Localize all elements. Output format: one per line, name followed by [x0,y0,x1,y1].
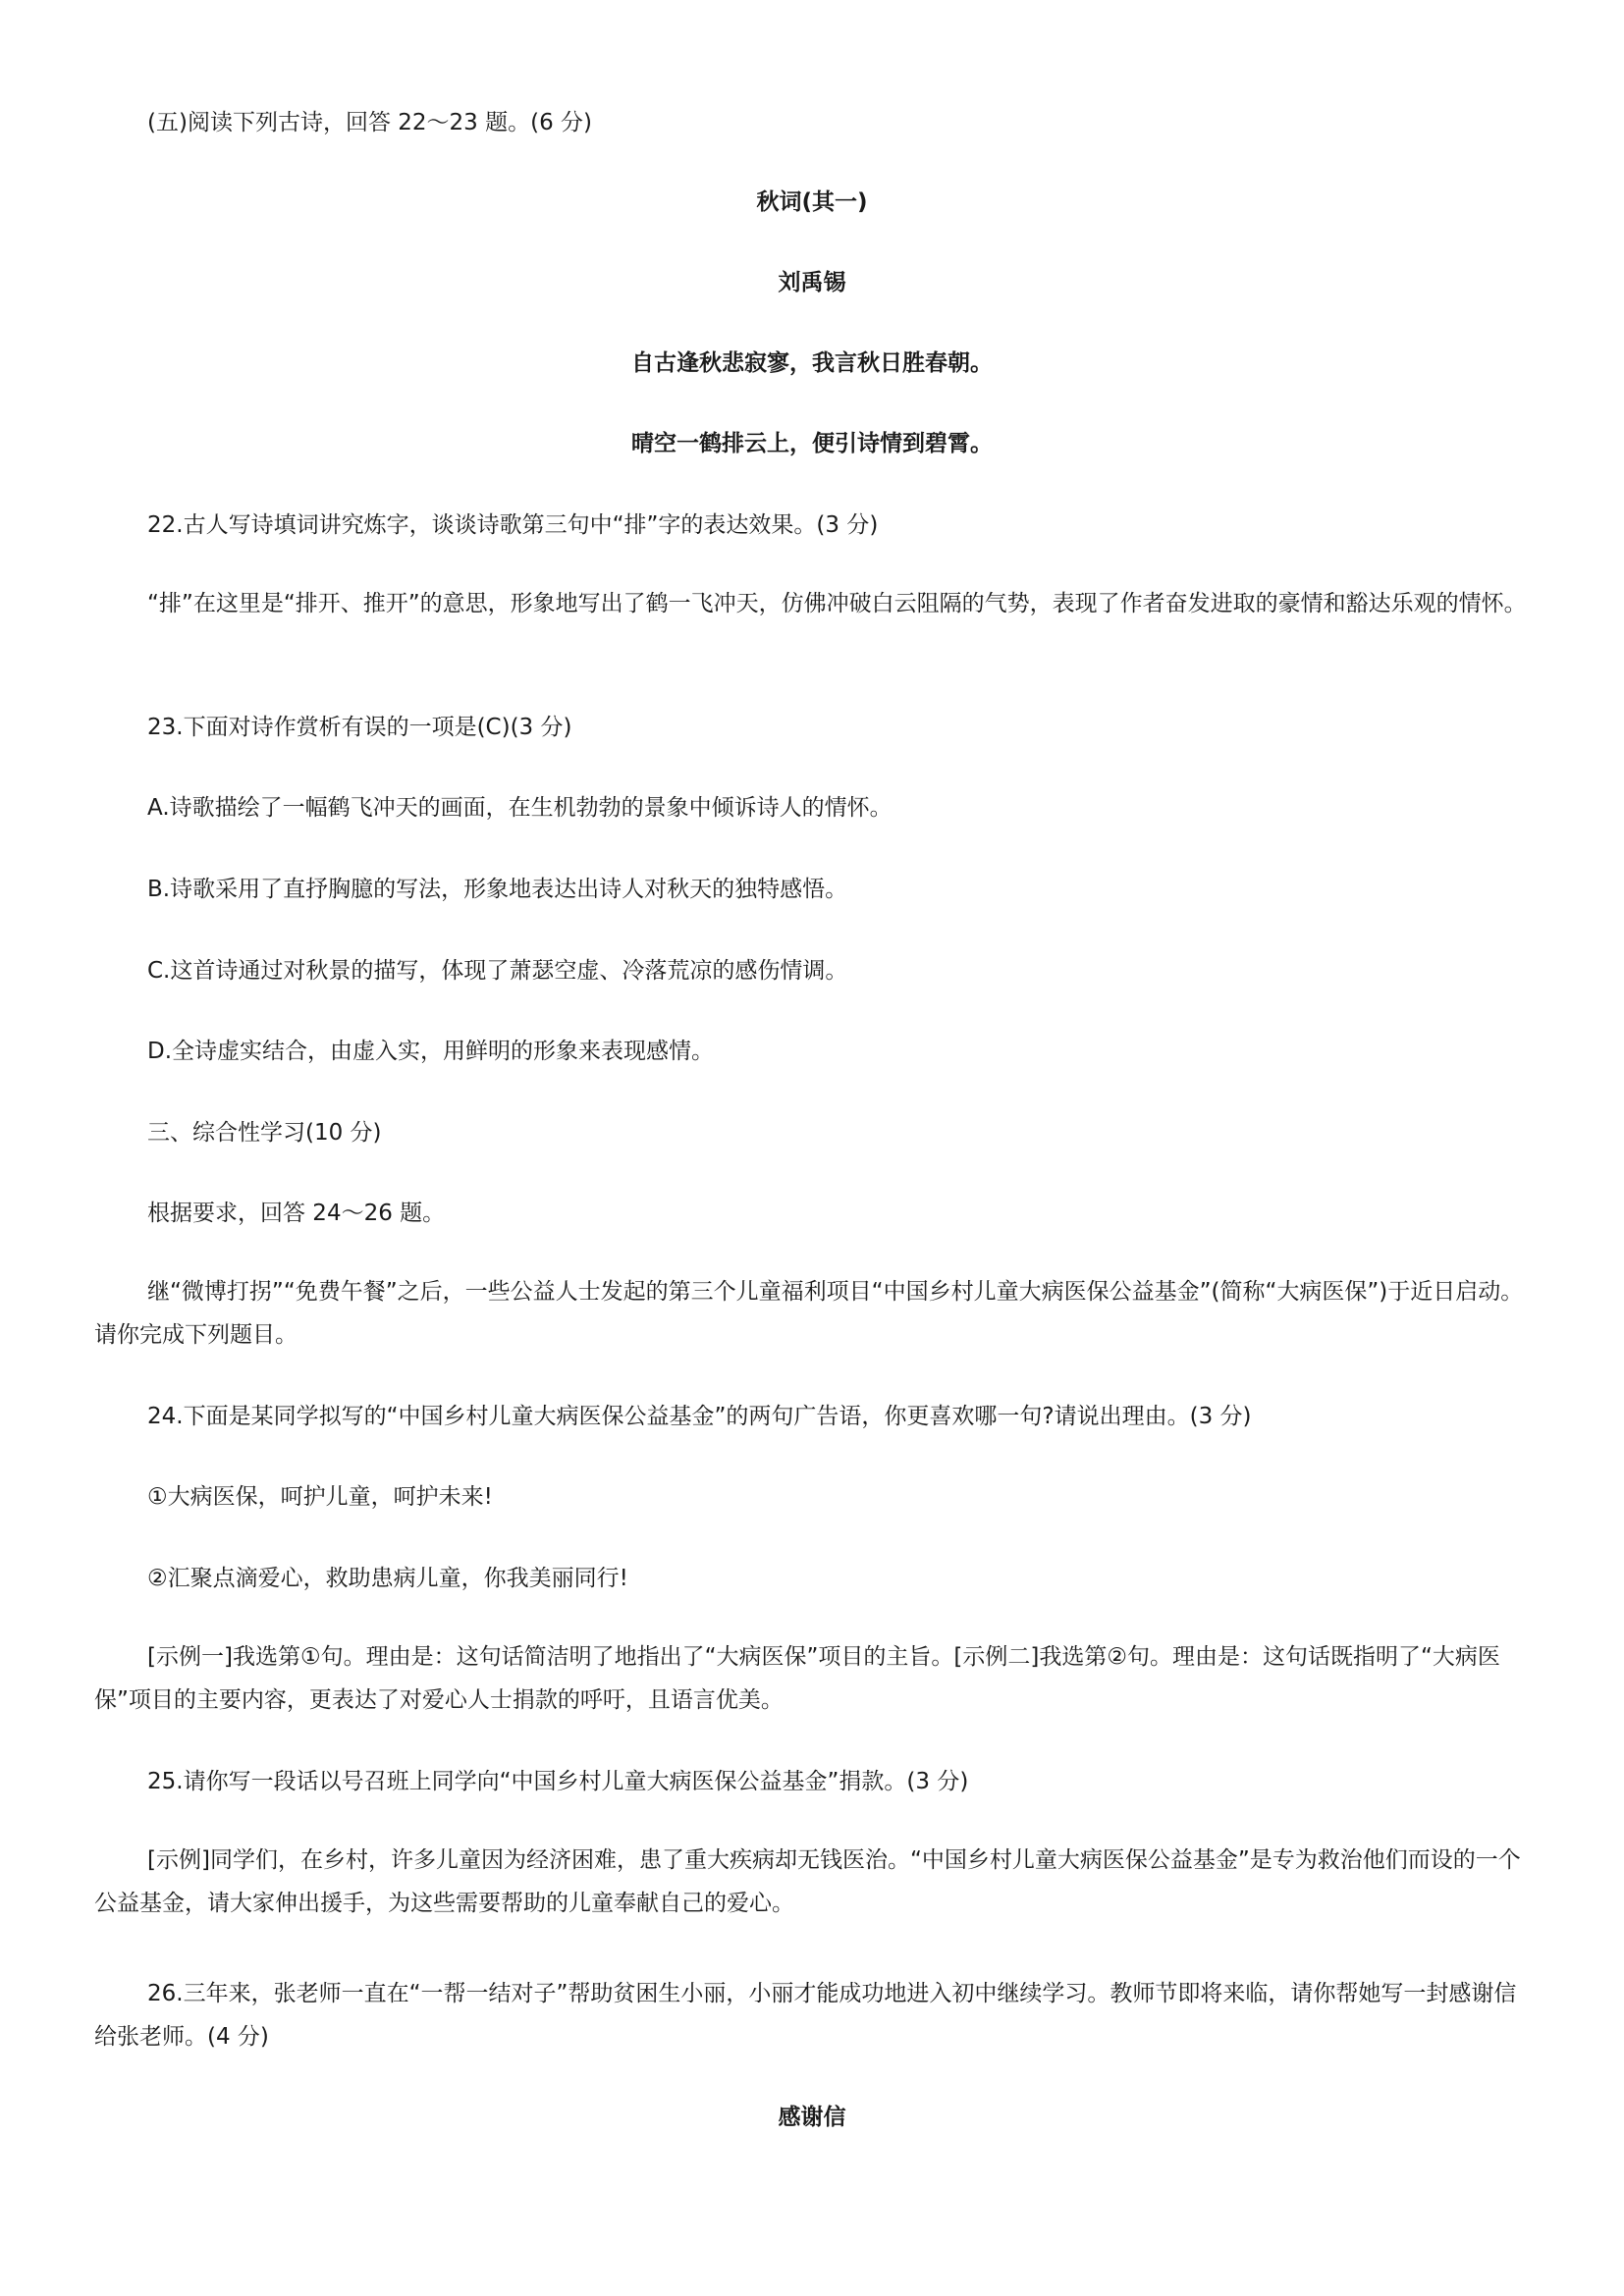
q26-question: 26.三年来，张老师一直在“一帮一结对子”帮助贫困生小丽，小丽才能成功地进入初中继续学习。教师节即将来临，请你帮她写一封感谢信给张老师。(4 分) [94,1981,1517,2050]
q24-slogan-2: ②汇聚点滴爱心，救助患病儿童，你我美丽同行! [147,1566,628,1591]
section-3-instruction: 根据要求，回答 24～26 题。 [147,1201,446,1226]
q23-option-c: C.这首诗通过对秋景的描写，体现了萧瑟空虚、冷落荒凉的感伤情调。 [147,958,848,984]
poem-line-2: 晴空一鹤排云上，便引诗情到碧霄。 [631,431,993,456]
q24-question: 24.下面是某同学拟写的“中国乡村儿童大病医保公益基金”的两句广告语，你更喜欢哪一句?请说出理由。(3 分) [147,1404,1252,1429]
q23-question: 23.下面对诗作赏析有误的一项是(C)(3 分) [147,715,572,740]
section-3-heading: 三、综合性学习(10 分) [147,1120,382,1146]
poem-line-1: 自古逢秋悲寂寥，我言秋日胜春朝。 [631,350,993,376]
section-5-heading: (五)阅读下列古诗，回答 22～23 题。(6 分) [147,110,592,135]
q22-question: 22.古人写诗填词讲究炼字，谈谈诗歌第三句中“排”字的表达效果。(3 分) [147,512,879,538]
q25-question: 25.请你写一段话以号召班上同学向“中国乡村儿童大病医保公益基金”捐款。(3 分) [147,1769,969,1794]
poem-author: 刘禹锡 [778,270,846,295]
q22-answer: “排”在这里是“排开、推开”的意思，形象地写出了鹤一飞冲天，仿佛冲破白云阻隔的气势，表现了作者奋发进取的豪情和豁达乐观的情怀。 [147,591,1527,616]
q24-answer: [示例一]我选第①句。理由是：这句话简洁明了地指出了“大病医保”项目的主旨。[示例二]我选第②句。理由是：这句话既指明了“大病医保”项目的主要内容，更表达了对爱心人士捐款的呼吁，且语言优美。 [94,1644,1500,1713]
poem-title: 秋词(其一) [756,189,868,215]
letter-title: 感谢信 [778,2105,846,2130]
q24-slogan-1: ①大病医保，呵护儿童，呵护未来! [147,1484,493,1510]
q23-option-b: B.诗歌采用了直抒胸臆的写法，形象地表达出诗人对秋天的独特感悟。 [147,877,848,902]
q23-option-d: D.全诗虚实结合，由虚入实，用鲜明的形象来表现感情。 [147,1039,715,1064]
q25-answer: [示例]同学们，在乡村，许多儿童因为经济困难，患了重大疾病却无钱医治。“中国乡村儿童大病医保公益基金”是专为救治他们而设的一个公益基金，请大家伸出援手，为这些需要帮助的儿童奉献自己的爱心。 [94,1847,1521,1916]
q23-option-a: A.诗歌描绘了一幅鹤飞冲天的画面，在生机勃勃的景象中倾诉诗人的情怀。 [147,795,893,821]
section-3-background: 继“微博打拐”“免费午餐”之后，一些公益人士发起的第三个儿童福利项目“中国乡村儿童大病医保公益基金”(简称“大病医保”)于近日启动。请你完成下列题目。 [94,1279,1524,1348]
